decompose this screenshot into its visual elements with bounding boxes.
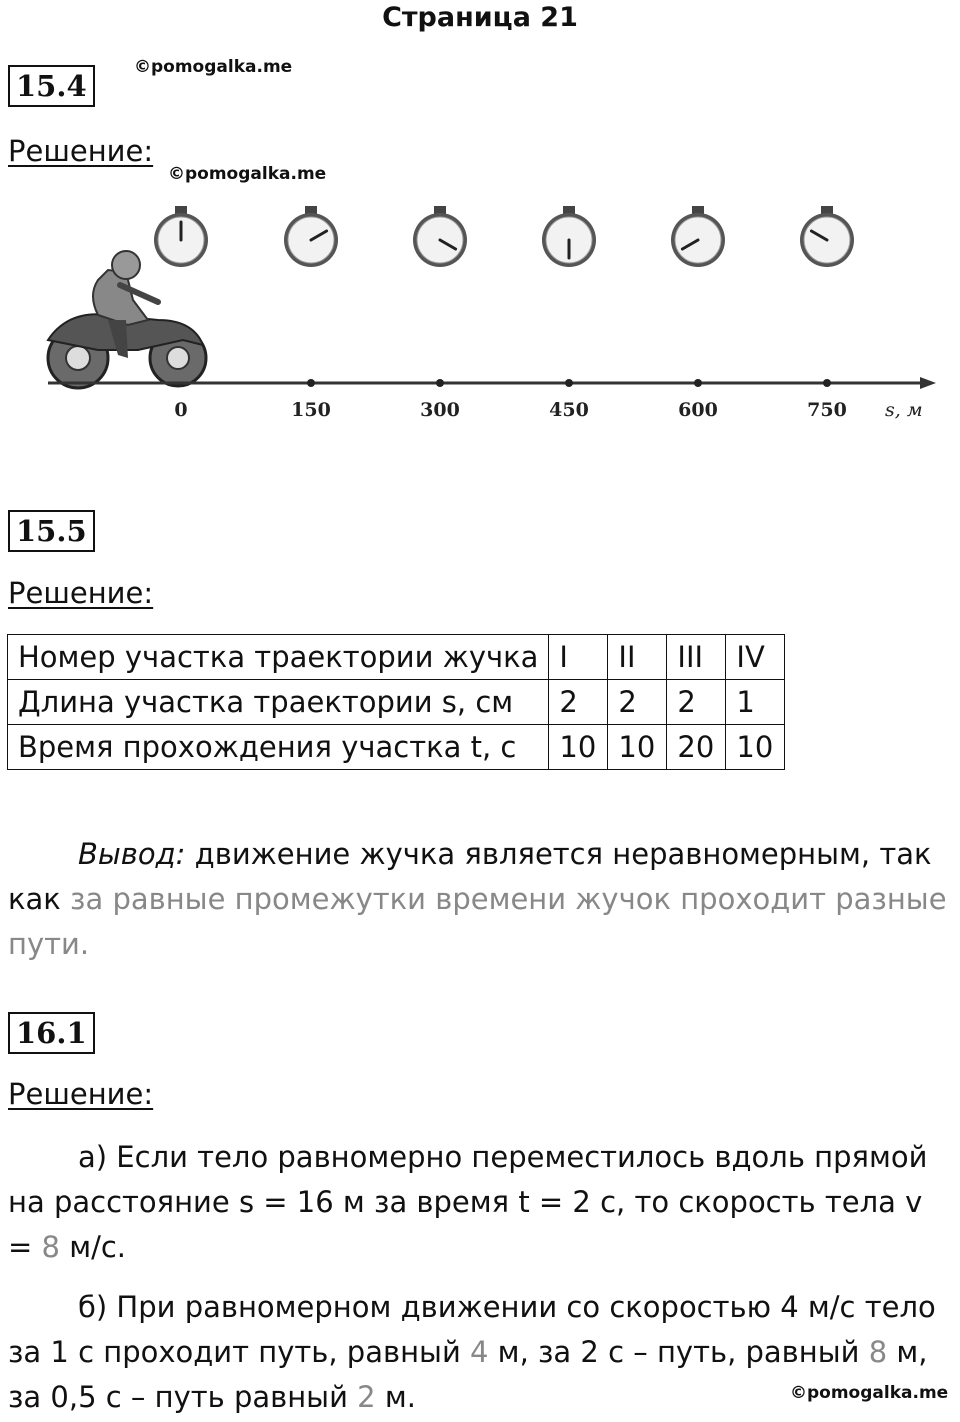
stopwatch-icon	[413, 206, 467, 267]
axis-tick-label: 750	[807, 399, 847, 421]
axis-point	[694, 379, 702, 387]
stopwatch-icon	[154, 206, 208, 267]
part-b-answer-1: 4	[470, 1335, 489, 1369]
table-cell: 10	[549, 725, 608, 770]
conclusion-paragraph	[8, 832, 953, 967]
task-number-15-5: 15.5	[8, 510, 95, 552]
table-cell: 2	[667, 680, 726, 725]
axis-point	[307, 379, 315, 387]
part-b-answer-3: 2	[357, 1380, 376, 1414]
task-number-16-1: 16.1	[8, 1012, 95, 1054]
table-row-label: Номер участка траектории жучка	[8, 635, 549, 680]
solution-heading-16-1: Решение:	[8, 1077, 154, 1111]
conclusion-lead: Вывод:	[78, 837, 186, 871]
table-row	[8, 635, 785, 680]
axis-tick-label: 0	[174, 399, 188, 421]
axis-unit-label: s, м	[885, 399, 923, 421]
beetle-data-table	[7, 634, 785, 770]
solution-heading-15-4: Решение:	[8, 134, 154, 168]
axis-point	[565, 379, 573, 387]
table-row	[8, 680, 785, 725]
table-row-label: Длина участка траектории s, см	[8, 680, 549, 725]
table-row	[8, 725, 785, 770]
axis-point	[823, 379, 831, 387]
axis-tick-label: 450	[549, 399, 589, 421]
table-cell: I	[549, 635, 608, 680]
stopwatch-icon	[800, 206, 854, 267]
table-cell: 20	[667, 725, 726, 770]
task-number-15-4: 15.4	[8, 65, 95, 107]
table-row-label: Время прохождения участка t, с	[8, 725, 549, 770]
solution-heading-15-5: Решение:	[8, 576, 154, 610]
watermark-bottom: ©pomogalka.me	[790, 1383, 949, 1403]
part-b-answer-2: 8	[868, 1335, 888, 1369]
part-a-answer: 8	[41, 1230, 60, 1264]
part-b-text-3: м, за 0,5 с – путь равный	[8, 1335, 928, 1414]
axis-point	[436, 379, 444, 387]
watermark-diagram: ©pomogalka.me	[168, 164, 327, 184]
motorcycle-distance-diagram	[8, 190, 938, 430]
table-cell: 10	[726, 725, 785, 770]
part-b-text-1: б) При равномерном движении со скоростью 4 м/с тело за 1 с проходит путь, равный	[8, 1290, 936, 1369]
table-cell: II	[608, 635, 667, 680]
stopwatch-icon	[542, 206, 596, 267]
watermark-top: ©pomogalka.me	[134, 57, 293, 77]
conclusion-main: движение жучка является неравномерным, так как	[8, 837, 932, 916]
page-title: Страница 21	[382, 2, 578, 33]
axis-tick-label: 600	[678, 399, 718, 421]
part-a-unit: м/с.	[59, 1230, 127, 1264]
table-cell: IV	[726, 635, 785, 680]
part-a-paragraph	[8, 1135, 953, 1270]
stopwatch-icon	[284, 206, 338, 267]
part-b-text-4: м.	[375, 1380, 416, 1414]
table-cell: III	[667, 635, 726, 680]
axis-tick-label: 300	[420, 399, 460, 421]
table-cell: 1	[726, 680, 785, 725]
part-a-text: а) Если тело равномерно переместилось вдоль прямой на расстояние s = 16 м за время t = 2 с, то скорость тела v =	[8, 1140, 928, 1264]
table-cell: 2	[549, 680, 608, 725]
table-cell: 2	[608, 680, 667, 725]
part-b-text-2: м, за 2 с – путь, равный	[488, 1335, 869, 1369]
axis-tick-label: 150	[291, 399, 331, 421]
stopwatch-icon	[671, 206, 725, 267]
motorcyclist-illustration	[48, 251, 206, 388]
table-cell: 10	[608, 725, 667, 770]
conclusion-answer: за равные промежутки времени жучок проходит разные пути.	[8, 882, 947, 961]
